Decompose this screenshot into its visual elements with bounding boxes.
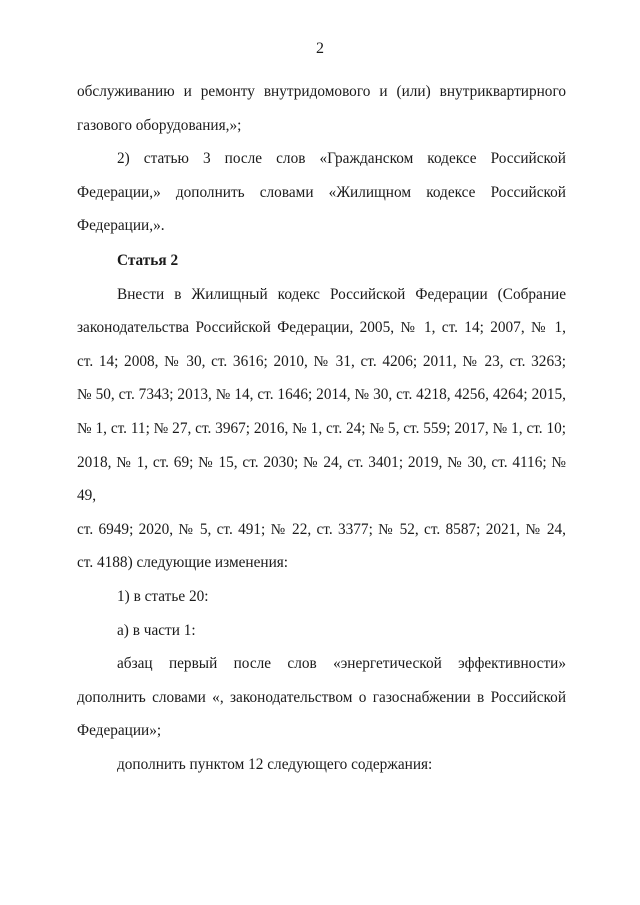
paragraph-item-2 [77, 142, 566, 243]
text-line: Федерации»; [77, 722, 162, 740]
paragraph-item-1 [77, 580, 566, 614]
text-line: ст. 6949; 2020, № 5, ст. 491; № 22, ст. 3377; № 52, ст. 8587; 2021, № 24, [77, 520, 566, 538]
text-line: ст. 14; 2008, № 30, ст. 3616; 2010, № 31, ст. 4206; 2011, № 23, ст. 3263; [77, 352, 566, 370]
paragraph-add-point-12 [77, 748, 566, 782]
text-line: дополнить пунктом 12 следующего содержания: [117, 755, 433, 773]
paragraph-first-clause [77, 647, 566, 748]
text-line: ст. 4188) следующие изменения: [77, 554, 289, 572]
text-line: законодательства Российской Федерации, 2005, № 1, ст. 14; 2007, № 1, [77, 319, 566, 337]
text-line: 1) в статье 20: [117, 587, 209, 605]
text-line: 2018, № 1, ст. 69; № 15, ст. 2030; № 24, ст. 3401; 2019, № 30, ст. 4116; № 49, [77, 453, 566, 505]
text-line: Внести в Жилищный кодекс Российской Федерации (Собрание [117, 285, 566, 303]
text-line: № 1, ст. 11; № 27, ст. 3967; 2016, № 1, ст. 24; № 5, ст. 559; 2017, № 1, ст. 10; [77, 419, 566, 437]
article-heading: Статья 2 [117, 251, 179, 269]
paragraph-continuation [77, 75, 566, 142]
text-line: 2) статью 3 после слов «Гражданском кодексе Российской [117, 150, 566, 168]
text-line: № 50, ст. 7343; 2013, № 14, ст. 1646; 2014, № 30, ст. 4218, 4256, 4264; 2015, [77, 386, 566, 404]
text-line: обслуживанию и ремонту внутридомового и (или) внутриквартирного [77, 83, 566, 100]
paragraph-amendment-intro [77, 278, 566, 580]
text-line: газового оборудования,»; [77, 116, 242, 134]
text-line: дополнить словами «, законодательством о газоснабжении в Российской [77, 688, 566, 706]
page-number: 2 [316, 40, 324, 57]
text-line: Федерации,» дополнить словами «Жилищном кодексе Российской [77, 183, 566, 201]
document-body [77, 75, 566, 781]
text-line: Федерации,». [77, 217, 165, 235]
paragraph-subitem-a [77, 614, 566, 648]
text-line: абзац первый после слов «энергетической эффективности» [117, 655, 566, 673]
text-line: а) в части 1: [117, 621, 196, 639]
